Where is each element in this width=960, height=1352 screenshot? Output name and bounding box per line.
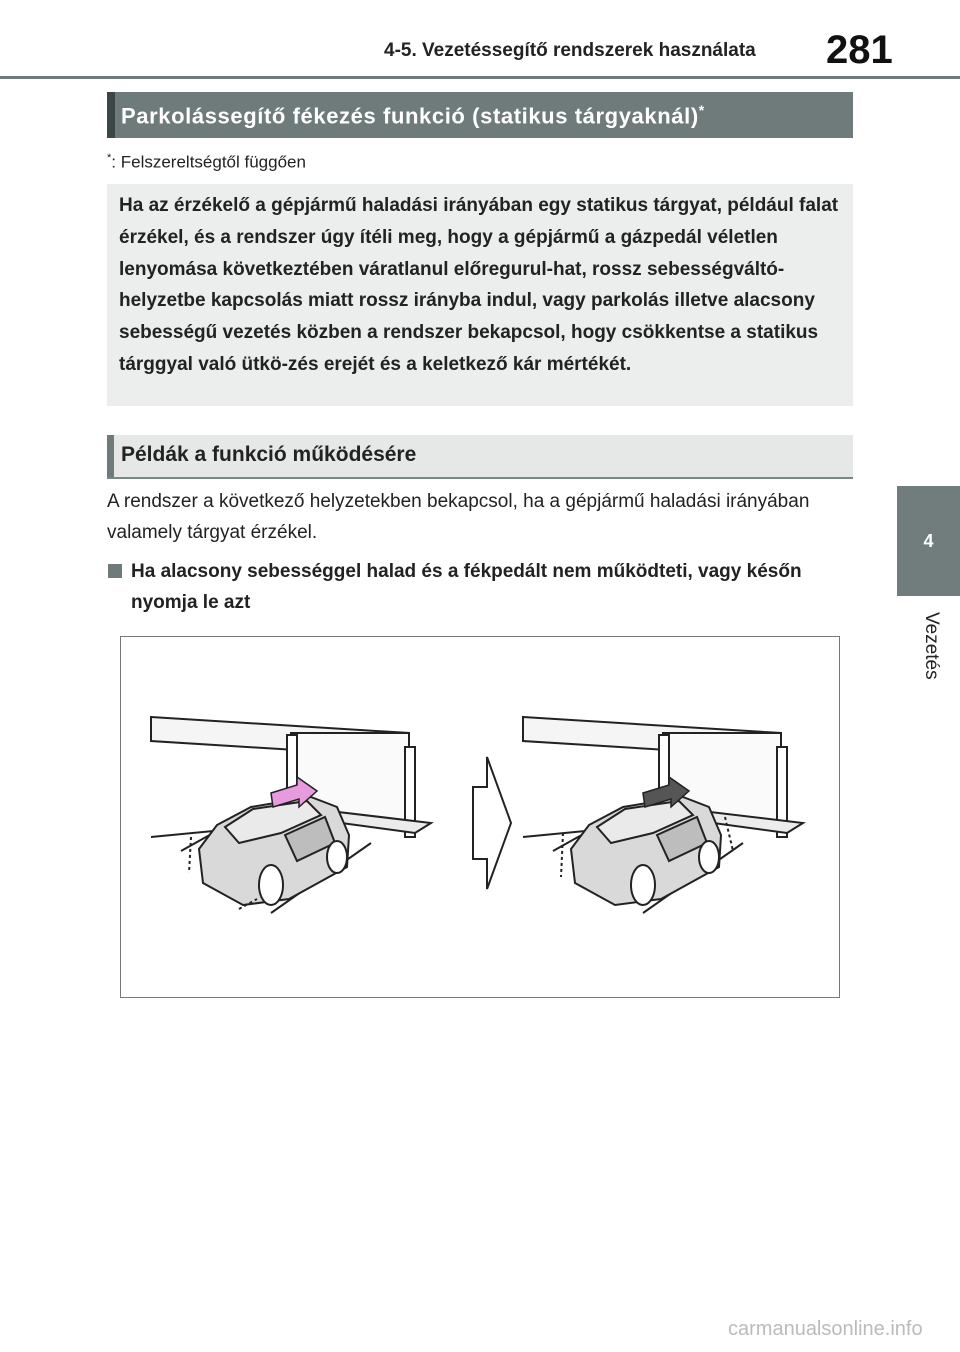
title-asterisk: * (698, 102, 705, 118)
car-icon (199, 797, 349, 905)
chapter-number: 4 (923, 531, 934, 551)
car-icon-right (571, 797, 721, 905)
info-box-text: Ha az érzékelő a gépjármű haladási irányában egy statikus tárgyat, például falat érzékel, és a rendszer úgy ítéli meg, hogy a gépjármű a gázpedál véletlen lenyomása következtében váratlanul előregurul-hat, rossz sebességváltó-helyzetbe kapcsolás miatt rossz irányba indul, vagy parkolás illetve alacsony sebességű vezetés közben a rendszer bekapcsol, hogy csökkentse a statikus tárggyal való ütkö-zés erejét és a keletkező kár mértékét. (119, 195, 839, 375)
header-section-title: 4-5. Vezetéssegítő rendszerek használata (384, 40, 756, 61)
examples-heading-text: Példák a funkció működésére (121, 443, 417, 466)
chapter-label: Vezetés (921, 612, 942, 680)
watermark: carmanualsonline.info (728, 1318, 923, 1340)
page-number: 281 (826, 28, 893, 72)
right-scene (523, 717, 803, 913)
footnote-text: : Felszereltségtől függően (111, 152, 306, 172)
intro-paragraph: A rendszer a következő helyzetekben bekapcsol, ha a gépjármű haladási irányában valamely tárgyat érzékel. (107, 491, 810, 543)
section-title-text: Parkolássegítő fékezés funkció (statikus tárgyaknál) (121, 103, 699, 129)
chapter-tab (897, 486, 960, 596)
parking-illustration (121, 637, 839, 997)
examples-accent-bar (107, 435, 114, 477)
case-heading: Ha alacsony sebességgel halad és a fékpedált nem működteti, vagy későn nyomja le azt (131, 561, 802, 613)
left-scene (151, 717, 431, 913)
header-divider (0, 76, 960, 79)
section-title-banner (107, 92, 853, 138)
footnote-mark: * (107, 152, 112, 164)
transition-arrow-icon (473, 757, 511, 889)
title-accent-bar (107, 92, 115, 138)
illustration-figure (120, 636, 840, 998)
square-bullet-icon (108, 564, 122, 578)
examples-heading (107, 435, 853, 479)
footnote (107, 152, 306, 173)
info-box (107, 184, 853, 406)
section-title (121, 102, 705, 129)
